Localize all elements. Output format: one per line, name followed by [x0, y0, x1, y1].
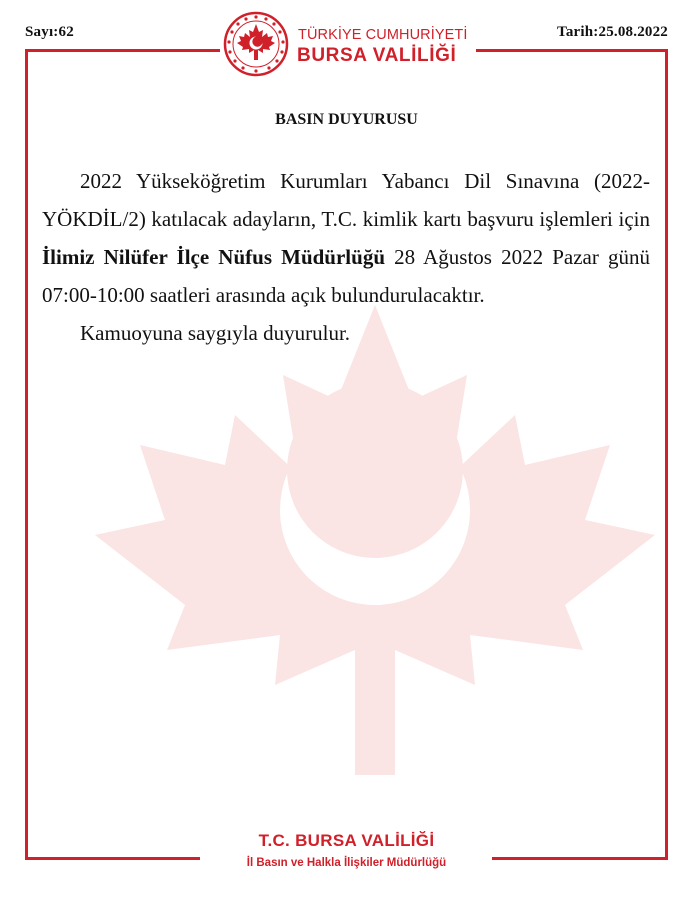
logo-institution-name: BURSA VALİLİĞİ	[297, 45, 457, 66]
document-date: Tarih:25.08.2022	[557, 24, 668, 40]
frame-right	[665, 49, 668, 860]
frame-left	[25, 49, 28, 860]
watermark-leaf-crescent-icon	[95, 305, 655, 775]
paragraph-text-end: 28 Ağustos 2022 Pazar günü 07:00-10:00 saatleri arasında açık bulundurulacaktır.	[42, 245, 651, 307]
governorship-logo	[222, 10, 472, 80]
paragraph-text-start: 2022 Yükseköğretim Kurumları Yabancı Dil Sınavına (2022-YÖKDİL/2) katılacak adayların, T.C. kimlik kartı başvuru işlemleri için	[42, 169, 650, 231]
announcement-paragraph	[42, 162, 650, 314]
paragraph-highlight: İlimiz Nilüfer İlçe Nüfus Müdürlüğü	[42, 245, 386, 269]
frame-top-left	[25, 49, 220, 52]
closing-paragraph: Kamuoyuna saygıyla duyurulur.	[80, 321, 351, 345]
document-number: Sayı:62	[25, 24, 74, 40]
footer-subtitle: İl Basın ve Halkla İlişkiler Müdürlüğü	[246, 857, 447, 869]
page-title: BASIN DUYURUSU	[275, 111, 418, 128]
footer-title: T.C. BURSA VALİLİĞİ	[258, 831, 435, 850]
logo-country-name: TÜRKİYE CUMHURİYETİ	[298, 27, 468, 43]
announcement-body	[42, 162, 650, 352]
turkish-state-emblem-icon	[222, 10, 290, 78]
frame-top-right	[476, 49, 668, 52]
